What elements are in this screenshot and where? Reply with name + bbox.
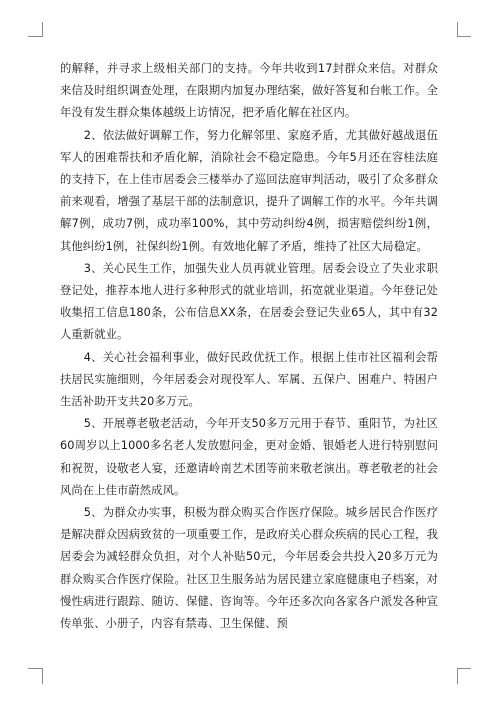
paragraph-medical-insurance: 5、为群众办实事，积极为群众购买合作医疗保险。城乡居民合作医疗是解决群众因病致贫的一项重要工作，是政府关心群众疾病的民心工程，我居委会为减轻群众负担，对个人补贴50元，今年居委会共投入20多万元为群众购买合作医疗保险。社区卫生服务站为居民建立家庭健康电子档案，对慢性病进行跟踪、随访、保健、咨询等。今年还多次向各家各户派发各种宣传单张、小册子，内容有禁毒、卫生保健、预	[60, 506, 438, 631]
crop-mark-top-right-v	[457, 22, 458, 37]
crop-mark-top-left-v	[42, 22, 43, 37]
paragraph-welfare: 4、关心社会福利事业，做好民政优抚工作。根据上佳市社区福利会帮扶居民实施细则，今年居委会对现役军人、军属、五保户、困难户、特困户生活补助开支共20多万元。	[60, 350, 438, 409]
paragraph-elderly-care: 5、开展尊老敬老活动，今年开支50多万元用于春节、重阳节，为社区60周岁以上1000多名老人发放慰问金，更对金婚、银婚老人进行特别慰问和祝贺，设敬老人宴，还邀请岭南艺术团等前来敬老演出。尊老敬老的社会风尚在上佳市蔚然成风。	[60, 417, 438, 497]
document-body	[60, 58, 438, 635]
crop-mark-bottom-left-h	[28, 668, 42, 669]
crop-mark-bottom-right-h	[457, 668, 471, 669]
crop-mark-top-right-h	[457, 36, 471, 37]
crop-mark-top-left-h	[28, 36, 42, 37]
paragraph-petition-handling: 的解释，并寻求上级相关部门的支持。今年共收到17封群众来信。对群众来信及时组织调查处理，在限期内加复办理结案，做好答复和台帐工作。全年没有发生群众集体越级上访情况，把矛盾化解在社区内。	[60, 62, 438, 120]
paragraph-employment: 3、关心民生工作，加强失业人员再就业管理。居委会设立了失业求职登记处，推荐本地人进行多种形式的就业培训，拓宽就业渠道。今年登记处收集招工信息180条，公布信息XX条，在居委会登记失业65人，其中有32人重新就业。	[60, 261, 438, 342]
paragraph-mediation: 2、依法做好调解工作，努力化解邻里、家庭矛盾，尤其做好越战退伍军人的困难帮扶和矛盾化解，消除社会不稳定隐患。今年5月还在容桂法庭的支持下，在上佳市居委会三楼举办了巡回法庭审判活动，吸引了众多群众前来观看，增强了基层干部的法制意识，提升了调解工作的水平。今年共调解7例，成功7例，成功率100%，其中劳动纠纷4例，损害赔偿纠纷1例，其他纠纷1例，社保纠纷1例。有效地化解了矛盾，维持了社区大局稳定。	[60, 128, 438, 253]
crop-mark-bottom-left-v	[42, 668, 43, 684]
crop-mark-bottom-right-v	[457, 668, 458, 684]
